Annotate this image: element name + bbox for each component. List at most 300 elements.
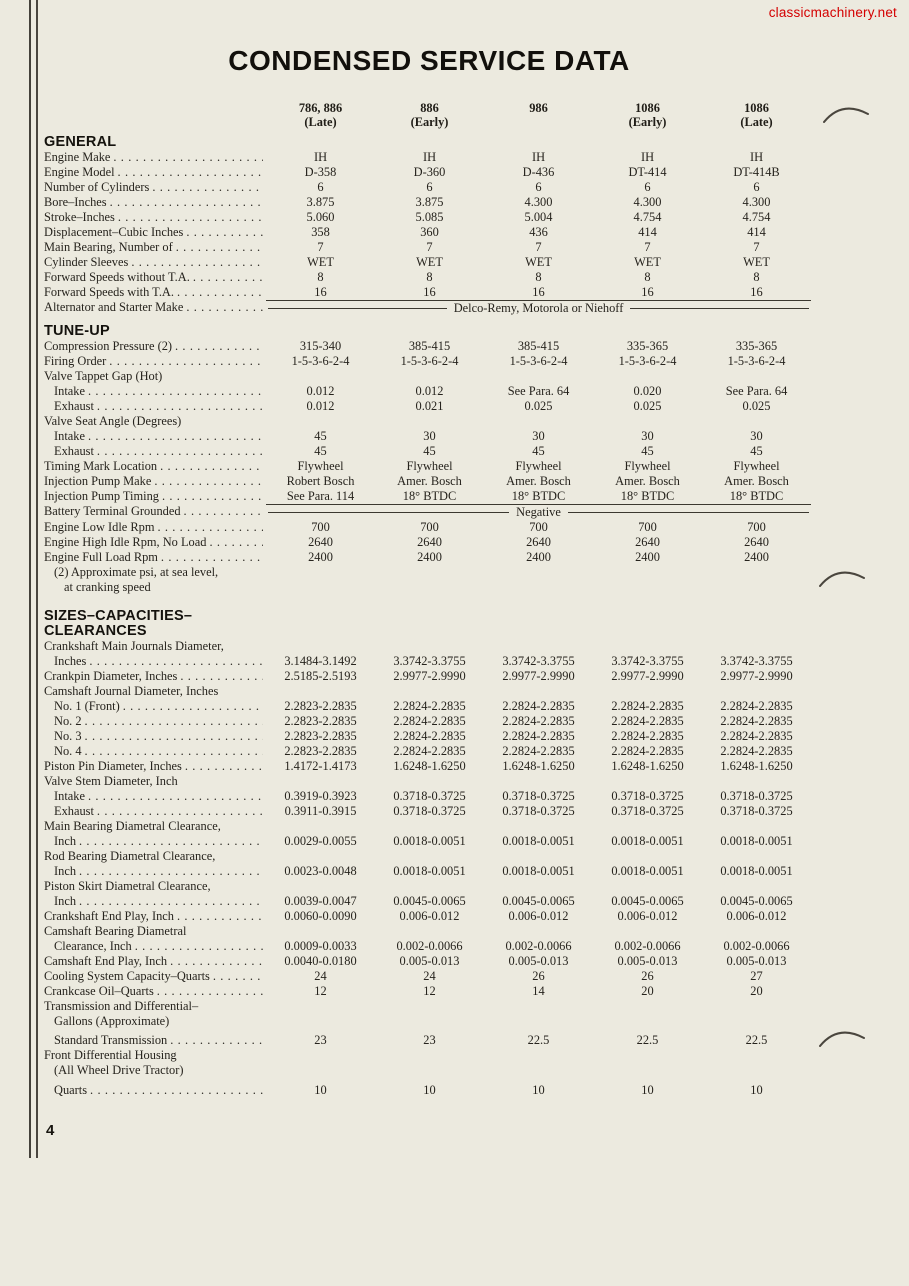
label-cell: [44, 1033, 266, 1048]
label-cell: [44, 624, 266, 639]
label-cell: [44, 195, 266, 210]
value-cell: 16: [641, 285, 654, 299]
row-label: CLEARANCES: [44, 624, 147, 639]
table-row: [44, 225, 814, 240]
value-cell: 4.300: [633, 195, 662, 209]
row-label: Valve Tappet Gap (Hot): [44, 369, 163, 383]
value-cell: 0.0018-0.0051: [393, 864, 466, 878]
value-cell: 0.005-0.013: [617, 954, 678, 968]
value-cell: 1.4172-1.4173: [284, 759, 357, 773]
row-label: No. 1 (Front): [54, 699, 120, 713]
label-cell: [44, 270, 266, 285]
label-cell: [44, 864, 266, 879]
value-cell: 0.3919-0.3923: [284, 789, 357, 803]
value-cell: 20: [641, 984, 654, 998]
label-cell: [44, 999, 266, 1014]
row-label: (2) Approximate psi, at sea level,: [54, 565, 219, 579]
row-label: GENERAL: [44, 135, 117, 150]
table-row: [44, 240, 814, 255]
label-cell: [44, 489, 266, 504]
value-cell: Flywheel: [624, 459, 671, 473]
value-cell: 4.754: [633, 210, 662, 224]
value-cell: 18° BTDC: [729, 489, 784, 503]
label-cell: [44, 444, 266, 459]
table-row: [44, 729, 814, 744]
table-row: [44, 535, 814, 550]
label-line: [44, 1014, 814, 1029]
row-label: (All Wheel Drive Tractor): [54, 1063, 184, 1077]
value-cell: 700: [420, 520, 439, 534]
dot-leader: [193, 270, 263, 285]
dot-leader: [160, 459, 263, 474]
label-cell: [44, 654, 266, 669]
table-row: [44, 180, 814, 195]
label-cell: [44, 1048, 266, 1063]
label-cell: [44, 369, 266, 384]
row-label: Injection Pump Make: [44, 474, 152, 488]
section-header: [44, 609, 814, 624]
row-label: Inch: [54, 864, 77, 878]
value-cell: 45: [750, 444, 763, 458]
value-cell: 16: [532, 285, 545, 299]
table-row: [44, 550, 814, 565]
value-cell: 3.3742-3.3755: [611, 654, 684, 668]
value-cell: 0.021: [415, 399, 444, 413]
value-cell: D-360: [413, 165, 446, 179]
label-line: [44, 639, 814, 654]
label-line: [44, 774, 814, 789]
table-row: [44, 789, 814, 804]
value-cell: 10: [641, 1083, 654, 1097]
value-cell: 2.2824-2.2835: [611, 699, 684, 713]
table-row: [44, 864, 814, 879]
value-cell: WET: [743, 255, 770, 269]
value-cell: 45: [314, 444, 327, 458]
dot-leader: [177, 909, 263, 924]
table-row: [44, 474, 814, 489]
value-cell: 8: [753, 270, 760, 284]
value-cell: 0.0018-0.0051: [720, 834, 793, 848]
label-cell: [44, 580, 266, 595]
value-cell: 2.2824-2.2835: [393, 729, 466, 743]
label-line: [44, 1063, 814, 1078]
dot-leader: [113, 150, 263, 165]
row-label: Inch: [54, 834, 77, 848]
span-value: Delco-Remy, Motorola or Niehoff: [453, 301, 624, 315]
table-row: [44, 520, 814, 535]
page-curl-mark: [818, 566, 866, 592]
rule-line: [630, 308, 809, 310]
value-cell: 360: [420, 225, 439, 239]
value-cell: 2640: [526, 535, 551, 549]
row-label: Camshaft Bearing Diametral: [44, 924, 187, 938]
dot-leader: [135, 939, 263, 954]
dot-leader: [79, 894, 263, 909]
value-cell: 0.025: [524, 399, 553, 413]
section-header: [44, 324, 814, 339]
dot-leader: [170, 954, 263, 969]
row-label: Displacement–Cubic Inches: [44, 225, 184, 239]
table-row: [44, 1083, 814, 1098]
label-cell: [44, 414, 266, 429]
row-label: Engine Full Load Rpm: [44, 550, 158, 564]
value-cell: 27: [750, 969, 763, 983]
label-cell: [44, 774, 266, 789]
row-label: Crankcase Oil–Quarts: [44, 984, 154, 998]
value-cell: Amer. Bosch: [506, 474, 571, 488]
column-header: [702, 102, 811, 129]
value-cell: 22.5: [527, 1033, 550, 1047]
page-number: 4: [46, 1122, 55, 1139]
value-cell: Amer. Bosch: [724, 474, 789, 488]
label-cell: [44, 255, 266, 270]
value-cell: 5.060: [306, 210, 335, 224]
label-cell: [44, 969, 266, 984]
row-label: Engine Low Idle Rpm: [44, 520, 155, 534]
value-cell: 6: [644, 180, 651, 194]
value-cell: Flywheel: [297, 459, 344, 473]
row-label: Intake: [54, 384, 85, 398]
label-cell: [44, 699, 266, 714]
label-cell: [44, 504, 266, 520]
value-cell: 6: [753, 180, 760, 194]
table-row: [44, 894, 814, 909]
value-cell: 2.9977-2.9990: [393, 669, 466, 683]
row-label: No. 2: [54, 714, 82, 728]
label-cell: [44, 834, 266, 849]
value-cell: 22.5: [745, 1033, 768, 1047]
value-cell: 0.3718-0.3725: [720, 804, 793, 818]
label-cell: [44, 789, 266, 804]
dot-leader: [85, 729, 263, 744]
row-label: Forward Speeds without T.A.: [44, 270, 190, 284]
label-cell: [44, 609, 266, 624]
label-cell: [44, 819, 266, 834]
value-cell: 3.875: [415, 195, 444, 209]
dot-leader: [175, 339, 263, 354]
value-cell: 30: [532, 429, 545, 443]
value-cell: 0.006-0.012: [508, 909, 569, 923]
table-row: [44, 210, 814, 225]
row-label: Exhaust: [54, 804, 94, 818]
label-cell: [44, 384, 266, 399]
value-cell: See Para. 64: [725, 384, 788, 398]
row-label: Exhaust: [54, 444, 94, 458]
dot-leader: [85, 714, 263, 729]
value-cell: 335-365: [735, 339, 778, 353]
value-cell: 23: [423, 1033, 436, 1047]
row-label: Inch: [54, 894, 77, 908]
row-label: Compression Pressure (2): [44, 339, 173, 353]
label-cell: [44, 150, 266, 165]
value-cell: 0.0009-0.0033: [284, 939, 357, 953]
dot-leader: [180, 669, 263, 684]
value-cell: 0.0039-0.0047: [284, 894, 357, 908]
value-cell: 385-415: [517, 339, 560, 353]
value-cell: 2.2824-2.2835: [393, 699, 466, 713]
row-label: Engine Make: [44, 150, 111, 164]
column-header-model: 786, 886: [298, 101, 343, 115]
value-cell: 2400: [526, 550, 551, 564]
value-cell: 2640: [635, 535, 660, 549]
value-cell: Flywheel: [733, 459, 780, 473]
value-cell: WET: [307, 255, 334, 269]
label-cell: [44, 535, 266, 550]
label-cell: [44, 474, 266, 489]
value-cell: 2.2824-2.2835: [502, 744, 575, 758]
value-cell: 2.2824-2.2835: [502, 699, 575, 713]
value-cell: 30: [641, 429, 654, 443]
row-label: Stroke–Inches: [44, 210, 115, 224]
table-row: [44, 654, 814, 669]
value-cell: 700: [311, 520, 330, 534]
value-cell: 1.6248-1.6250: [502, 759, 575, 773]
value-cell: 3.3742-3.3755: [720, 654, 793, 668]
value-cell: 26: [532, 969, 545, 983]
value-cell: 16: [750, 285, 763, 299]
section-header: [44, 624, 814, 639]
value-cell: Flywheel: [406, 459, 453, 473]
label-cell: [44, 669, 266, 684]
row-label: Inches: [54, 654, 87, 668]
label-cell: [44, 520, 266, 535]
value-cell: 18° BTDC: [620, 489, 675, 503]
label-line: [44, 879, 814, 894]
value-cell: 7: [426, 240, 433, 254]
value-cell: 2.2824-2.2835: [502, 729, 575, 743]
value-cell: 0.3718-0.3725: [720, 789, 793, 803]
table-row: [44, 444, 814, 459]
value-cell: 7: [644, 240, 651, 254]
value-cell: 6: [317, 180, 324, 194]
value-cell: 0.0045-0.0065: [502, 894, 575, 908]
value-cell: 0.0045-0.0065: [393, 894, 466, 908]
value-cell: 2.2824-2.2835: [611, 729, 684, 743]
row-label: Crankpin Diameter, Inches: [44, 669, 178, 683]
value-cell: See Para. 114: [286, 489, 355, 503]
value-cell: IH: [531, 150, 546, 164]
label-cell: [44, 1083, 266, 1098]
span-value-cell: [266, 504, 811, 520]
value-cell: 0.006-0.012: [399, 909, 460, 923]
value-cell: 0.0018-0.0051: [502, 864, 575, 878]
column-header: [593, 102, 702, 129]
table-row: [44, 969, 814, 984]
value-cell: 18° BTDC: [402, 489, 457, 503]
value-cell: 24: [423, 969, 436, 983]
label-cell: [44, 954, 266, 969]
table-row: [44, 954, 814, 969]
row-label: Battery Terminal Grounded: [44, 504, 181, 518]
value-cell: 0.0060-0.0090: [284, 909, 357, 923]
value-cell: 14: [532, 984, 545, 998]
value-cell: 0.012: [415, 384, 444, 398]
dot-leader: [90, 1083, 263, 1098]
value-cell: 2400: [635, 550, 660, 564]
label-cell: [44, 399, 266, 414]
value-cell: 10: [314, 1083, 327, 1097]
value-cell: 0.3718-0.3725: [393, 804, 466, 818]
row-label: Camshaft Journal Diameter, Inches: [44, 684, 219, 698]
page-title: CONDENSED SERVICE DATA: [228, 45, 630, 76]
rule-line: [268, 512, 509, 514]
value-cell: 1-5-3-6-2-4: [618, 354, 677, 368]
value-cell: 24: [314, 969, 327, 983]
value-cell: 45: [532, 444, 545, 458]
row-label: Piston Pin Diameter, Inches: [44, 759, 182, 773]
spanning-row: [44, 504, 814, 520]
table-row: [44, 285, 814, 300]
value-cell: 335-365: [626, 339, 669, 353]
value-cell: 22.5: [636, 1033, 659, 1047]
column-header-variant: (Late): [740, 114, 773, 129]
value-cell: 0.006-0.012: [617, 909, 678, 923]
value-cell: 2.2824-2.2835: [720, 714, 793, 728]
dot-leader: [186, 225, 263, 240]
value-cell: 8: [535, 270, 542, 284]
row-label: Transmission and Differential–: [44, 999, 199, 1013]
watermark: classicmachinery.net: [768, 5, 897, 20]
dot-leader: [185, 759, 263, 774]
table-row: [44, 270, 814, 285]
label-cell: [44, 939, 266, 954]
label-cell: [44, 565, 266, 580]
dot-leader: [161, 550, 263, 565]
value-cell: 30: [750, 429, 763, 443]
label-cell: [44, 729, 266, 744]
table-row: [44, 699, 814, 714]
dot-leader: [154, 474, 263, 489]
value-cell: 30: [423, 429, 436, 443]
column-header: [484, 102, 593, 129]
dot-leader: [88, 429, 263, 444]
value-cell: 0.0018-0.0051: [502, 834, 575, 848]
table-row: [44, 384, 814, 399]
value-cell: 10: [423, 1083, 436, 1097]
dot-leader: [97, 399, 263, 414]
label-line: [44, 580, 814, 595]
dot-leader: [170, 1033, 263, 1048]
row-label: Injection Pump Timing: [44, 489, 159, 503]
spanning-row: [44, 300, 814, 316]
value-cell: IH: [422, 150, 437, 164]
value-cell: 1-5-3-6-2-4: [727, 354, 786, 368]
value-cell: 2.2824-2.2835: [720, 729, 793, 743]
dot-leader: [79, 834, 263, 849]
value-cell: 0.3718-0.3725: [611, 804, 684, 818]
row-label: Valve Stem Diameter, Inch: [44, 774, 178, 788]
value-cell: 0.005-0.013: [399, 954, 460, 968]
value-cell: 0.005-0.013: [726, 954, 787, 968]
label-cell: [44, 639, 266, 654]
value-cell: 7: [317, 240, 324, 254]
label-column-spacer: [44, 102, 266, 129]
table-row: [44, 909, 814, 924]
value-cell: 2.2824-2.2835: [720, 744, 793, 758]
value-cell: 0.025: [742, 399, 771, 413]
dot-leader: [184, 504, 263, 519]
label-line: [44, 1048, 814, 1063]
dot-leader: [85, 744, 263, 759]
value-cell: 2.2824-2.2835: [611, 744, 684, 758]
row-label: at cranking speed: [64, 580, 151, 594]
value-cell: 0.0045-0.0065: [611, 894, 684, 908]
service-data-table: [44, 135, 814, 1098]
row-label: No. 4: [54, 744, 82, 758]
column-header-row: [44, 102, 814, 129]
table-row: [44, 339, 814, 354]
binding-edge-line: [29, 0, 31, 1158]
label-cell: [44, 225, 266, 240]
page-curl-mark: [818, 1026, 866, 1052]
label-cell: [44, 1063, 266, 1078]
label-cell: [44, 210, 266, 225]
table-row: [44, 165, 814, 180]
value-cell: 2.2824-2.2835: [502, 714, 575, 728]
table-row: [44, 429, 814, 444]
value-cell: 7: [753, 240, 760, 254]
label-line: [44, 414, 814, 429]
value-cell: 1.6248-1.6250: [611, 759, 684, 773]
row-label: Intake: [54, 789, 85, 803]
value-cell: 0.0018-0.0051: [611, 864, 684, 878]
label-cell: [44, 879, 266, 894]
value-cell: Robert Bosch: [286, 474, 355, 488]
table-row: [44, 354, 814, 369]
value-cell: IH: [640, 150, 655, 164]
value-cell: WET: [525, 255, 552, 269]
dot-leader: [97, 804, 263, 819]
value-cell: 1.6248-1.6250: [720, 759, 793, 773]
label-cell: [44, 714, 266, 729]
table-row: [44, 804, 814, 819]
value-cell: 2.2824-2.2835: [393, 714, 466, 728]
label-line: [44, 924, 814, 939]
span-value: Negative: [516, 505, 561, 519]
table-row: [44, 195, 814, 210]
value-cell: 4.300: [742, 195, 771, 209]
value-cell: 0.012: [306, 399, 335, 413]
value-cell: 1-5-3-6-2-4: [400, 354, 459, 368]
value-cell: 0.002-0.0066: [723, 939, 790, 953]
value-cell: 12: [314, 984, 327, 998]
dot-leader: [123, 699, 263, 714]
dot-leader: [152, 180, 263, 195]
label-line: [44, 369, 814, 384]
label-cell: [44, 135, 266, 150]
value-cell: Amer. Bosch: [615, 474, 680, 488]
value-cell: 45: [423, 444, 436, 458]
rule-line: [568, 512, 809, 514]
value-cell: 0.002-0.0066: [614, 939, 681, 953]
value-cell: 2.5185-2.5193: [284, 669, 357, 683]
label-line: [44, 565, 814, 580]
value-cell: 0.025: [633, 399, 662, 413]
value-cell: 5.004: [524, 210, 553, 224]
value-cell: 2.9977-2.9990: [720, 669, 793, 683]
row-label: Engine High Idle Rpm, No Load: [44, 535, 207, 549]
value-cell: 0.3718-0.3725: [393, 789, 466, 803]
table-row: [44, 759, 814, 774]
dot-leader: [186, 300, 263, 315]
value-cell: 3.1484-3.1492: [284, 654, 357, 668]
value-cell: 0.3718-0.3725: [502, 789, 575, 803]
label-cell: [44, 165, 266, 180]
value-cell: 358: [311, 225, 330, 239]
row-label: Firing Order: [44, 354, 107, 368]
table-row: [44, 669, 814, 684]
row-label: Main Bearing Diametral Clearance,: [44, 819, 221, 833]
